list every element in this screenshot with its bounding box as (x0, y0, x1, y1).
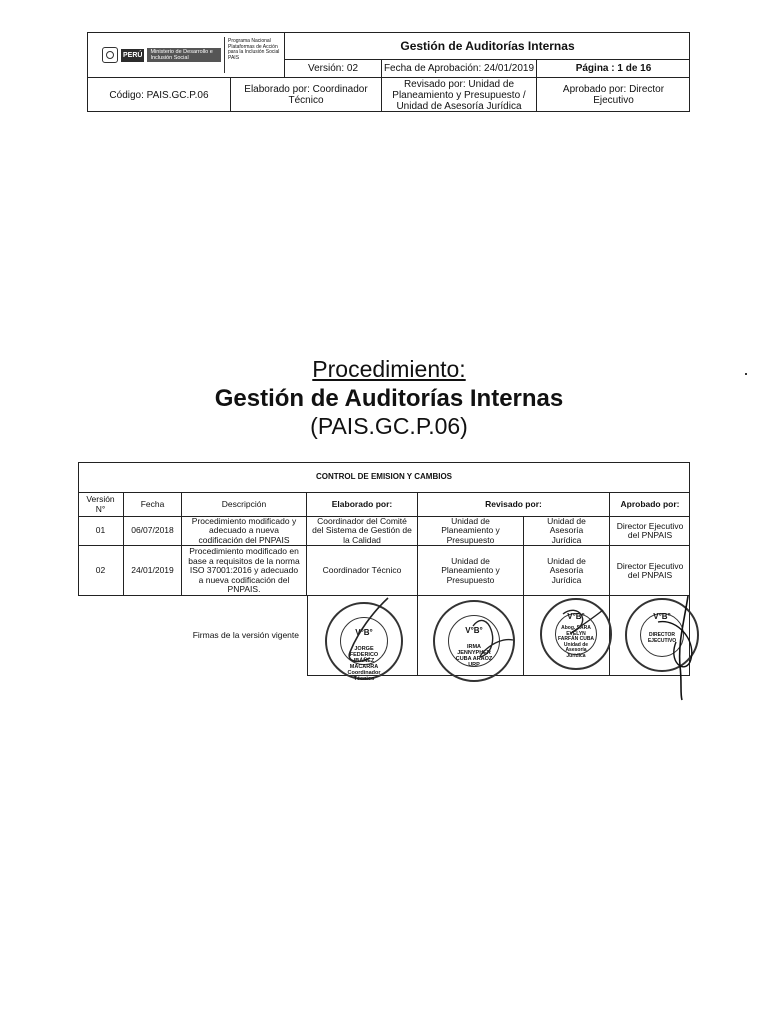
header-reviewed-by: Revisado por: Unidad de Planeamiento y Presupuesto / Unidad de Asesoría Jurídica (382, 78, 537, 112)
table-row-1-fecha: 06/07/2018 (124, 517, 182, 546)
header-approved-by: Aprobado por: Director Ejecutivo (562, 84, 665, 106)
logo-program: Programa Nacional Plataformas de Acción para la Inclusión Social PAIS (228, 38, 280, 61)
col-elaborado: Elaborado por: (307, 493, 418, 517)
stamp-asesoria-juridica: V°B° Abog. SARA EVELYN FARFÁN CUBA Unidad de Asesoría Jurídica (540, 598, 612, 670)
header-doc-title: Gestión de Auditorías Internas (285, 33, 690, 60)
procedure-label: Procedimiento: (312, 356, 466, 382)
logo-cell (88, 33, 285, 78)
table-row-2-version: 02 (78, 546, 124, 596)
table-row-2-elaborado: Coordinador Técnico (307, 546, 418, 596)
handwritten-signature-director (618, 582, 728, 702)
col-fecha: Fecha (124, 493, 182, 517)
table-row-2-fecha: 24/01/2019 (124, 546, 182, 596)
stamp-director-ejecutivo: V°B° DIRECTOR EJECUTIVO (625, 598, 699, 672)
col-descripcion: Descripción (182, 493, 307, 517)
handwritten-signature-asesoria (533, 592, 623, 672)
handwritten-signature-coordinador (318, 592, 438, 682)
header-page: Página : 1 de 16 (537, 60, 690, 78)
logo-country: PERÚ (121, 49, 144, 62)
header-code: Código: PAIS.GC.P.06 (88, 78, 231, 112)
table-row-2-revisado-2: Unidad de Asesoría Jurídica (524, 546, 610, 596)
table-row-1-aprobado: Director Ejecutivo del PNPAIS (610, 517, 690, 546)
table-row-1-revisado-1: Unidad de Planeamiento y Presupuesto (418, 517, 524, 546)
document-header (87, 32, 690, 112)
table-row-2-aprobado: Director Ejecutivo del PNPAIS (616, 560, 684, 580)
scan-speck (745, 373, 747, 375)
col-aprobado: Aprobado por: (610, 493, 690, 517)
header-prepared-by: Elaborado por: Coordinador Técnico (231, 78, 382, 112)
table-row-1-revisado-2: Unidad de Asesoría Jurídica (524, 517, 610, 546)
table-row-2-descripcion: Procedimiento modificado en base a requisitos de la norma ISO 37001:2016 y adecuado a nueva codificación del PNPAIS. (182, 546, 307, 596)
logo-ministry: Ministerio de Desarrollo e Inclusión Social (147, 48, 221, 62)
procedure-code: (PAIS.GC.P.06) (310, 413, 468, 439)
table-row-1-descripcion: Procedimiento modificado y adecuado a nueva codificación del PNPAIS (182, 517, 307, 546)
procedure-title: Gestión de Auditorías Internas (214, 385, 564, 412)
institution-logo (102, 47, 221, 63)
table-row-1-elaborado: Coordinador del Comité del Sistema de Gestión de la Calidad (307, 517, 418, 546)
stamp-coordinador: V°B° JORGE FEDERICO IBÁÑEZ MACARRA Coordinador Técnico (325, 602, 403, 680)
col-version: Versión N° (78, 493, 124, 517)
stamp-urp: V°B° IRMA JENNYPHER CUBA ARAOZ URP (433, 600, 515, 682)
table-row-1-version: 01 (78, 517, 124, 546)
control-table (78, 462, 690, 682)
col-revisado: Revisado por: (418, 493, 610, 517)
coat-of-arms-icon (102, 47, 118, 63)
header-version: Versión: 02 (285, 60, 382, 78)
firmas-label: Firmas de la versión vigente (192, 630, 299, 641)
table-row-2-revisado-1: Unidad de Planeamiento y Presupuesto (418, 546, 524, 596)
handwritten-signature-urp (433, 596, 543, 686)
header-approval-date: Fecha de Aprobación: 24/01/2019 (382, 60, 537, 78)
control-heading: CONTROL DE EMISION Y CAMBIOS (78, 462, 690, 493)
